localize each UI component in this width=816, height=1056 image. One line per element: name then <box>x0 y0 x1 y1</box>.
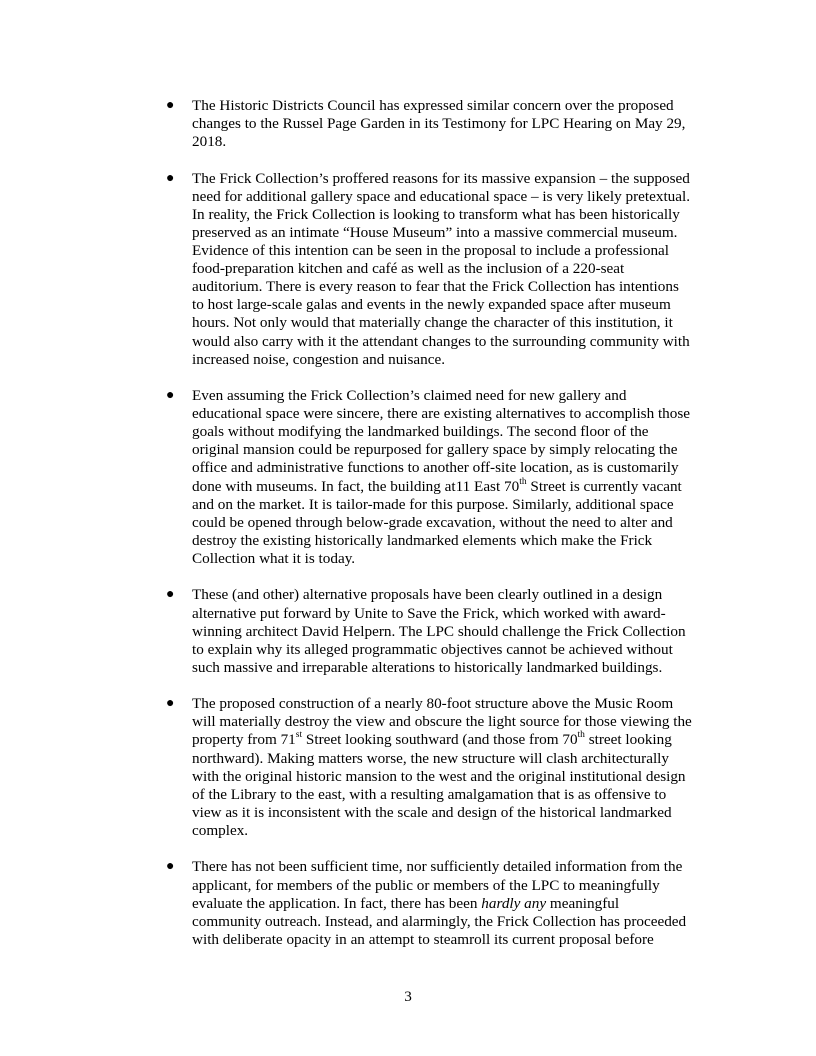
bullet-text <box>192 858 726 948</box>
text-line: 2018. <box>192 133 227 151</box>
text-line: northward). Making matters worse, the new structure will clash architecturally <box>192 749 669 767</box>
bullet-text <box>192 170 726 369</box>
text-line: will materially destroy the view and obscure the light source for those viewing the <box>192 713 692 731</box>
text-line: applicant, for members of the public or members of the LPC to meaningfully <box>192 876 660 894</box>
text-line: office and administrative functions to another off-site location, as is customarily <box>192 459 679 477</box>
text-line: to explain why its alleged programmatic objectives cannot be achieved without <box>192 640 673 658</box>
text-line: and on the market. It is tailor-made for this purpose. Similarly, additional space <box>192 495 674 513</box>
bullet-icon: ● <box>166 696 175 712</box>
bullet-item <box>166 170 726 369</box>
text-line: such massive and irreparable alterations to historically landmarked buildings. <box>192 658 663 676</box>
text-line: goals without modifying the landmarked buildings. The second floor of the <box>192 423 649 441</box>
text-line: alternative put forward by Unite to Save the Frick, which worked with award- <box>192 604 666 622</box>
text-line: There has not been sufficient time, nor sufficiently detailed information from the <box>192 858 683 876</box>
bullet-icon: ● <box>166 587 175 603</box>
text-line: original mansion could be repurposed for gallery space by simply relocating the <box>192 441 678 459</box>
text-run: Street looking southward (and those from 70 <box>302 731 578 749</box>
emphasis-text: hardly any <box>481 894 547 912</box>
bullet-text <box>192 586 726 676</box>
text-line: destroy the existing historically landmarked elements which make the Frick <box>192 531 653 549</box>
text-line: In reality, the Frick Collection is looking to transform what has been historically <box>192 205 680 223</box>
superscript: th <box>577 730 585 741</box>
text-line: hours. Not only would that materially change the character of this institution, it <box>192 314 673 332</box>
text-line: Collection what it is today. <box>192 549 356 567</box>
text-line: with the original historic mansion to the west and the original institutional design <box>192 767 686 785</box>
text-line: complex. <box>192 821 249 839</box>
text-line: These (and other) alternative proposals have been clearly outlined in a design <box>192 586 663 604</box>
bullet-icon: ● <box>166 170 175 186</box>
text-line <box>192 478 726 496</box>
text-run: street looking <box>584 731 672 749</box>
text-run: property from 71 <box>192 731 296 749</box>
text-line: would also carry with it the attendant changes to the surrounding community with <box>192 332 690 350</box>
text-line: increased noise, congestion and nuisance. <box>192 350 446 368</box>
text-line: to host large-scale galas and events in the newly expanded space after museum <box>192 296 671 314</box>
bullet-text <box>192 387 726 568</box>
bullet-text <box>192 695 726 840</box>
text-line: winning architect David Helpern. The LPC should challenge the Frick Collection <box>192 622 686 640</box>
text-run: Street is currently vacant <box>526 477 682 495</box>
bullet-item <box>166 586 726 676</box>
text-line: changes to the Russel Page Garden in its Testimony for LPC Hearing on May 29, <box>192 115 686 133</box>
text-run: evaluate the application. In fact, there has been <box>192 894 482 912</box>
text-line: The proposed construction of a nearly 80-foot structure above the Music Room <box>192 695 674 713</box>
text-line <box>192 895 726 913</box>
text-run: meaningful <box>546 894 620 912</box>
bullet-list <box>166 97 726 967</box>
text-line: The Frick Collection’s proffered reasons for its massive expansion – the supposed <box>192 169 690 187</box>
bullet-item <box>166 695 726 840</box>
bullet-text <box>192 97 726 151</box>
page-number: 3 <box>404 988 412 1005</box>
superscript: st <box>295 730 303 741</box>
text-line: auditorium. There is every reason to fear that the Frick Collection has intentions <box>192 278 679 296</box>
bullet-icon: ● <box>166 388 175 404</box>
superscript: th <box>519 476 527 487</box>
bullet-item <box>166 97 726 151</box>
text-line: preserved as an intimate “House Museum” into a massive commercial museum. <box>192 223 678 241</box>
text-line: food-preparation kitchen and café as well as the inclusion of a 220-seat <box>192 260 625 278</box>
text-line: of the Library to the east, with a resulting amalgamation that is as offensive to <box>192 785 667 803</box>
text-line: educational space were sincere, there are existing alternatives to accomplish those <box>192 405 691 423</box>
text-line: view as it is inconsistent with the scale and design of the historical landmarked <box>192 803 672 821</box>
bullet-item <box>166 387 726 568</box>
text-run: done with museums. In fact, the building at11 East 70 <box>192 477 520 495</box>
text-line: The Historic Districts Council has expressed similar concern over the proposed <box>192 97 674 114</box>
text-line <box>192 731 726 749</box>
bullet-icon: ● <box>166 859 175 875</box>
text-line: Even assuming the Frick Collection’s claimed need for new gallery and <box>192 387 627 405</box>
text-line: community outreach. Instead, and alarmingly, the Frick Collection has proceeded <box>192 912 687 930</box>
bullet-icon: ● <box>166 98 175 113</box>
text-line: with deliberate opacity in an attempt to steamroll its current proposal before <box>192 930 654 948</box>
text-line: Evidence of this intention can be seen in the proposal to include a professional <box>192 242 670 260</box>
bullet-item <box>166 858 726 948</box>
text-line: could be opened through below-grade excavation, without the need to alter and <box>192 513 673 531</box>
text-line: need for additional gallery space and educational space – is very likely pretextual. <box>192 187 691 205</box>
